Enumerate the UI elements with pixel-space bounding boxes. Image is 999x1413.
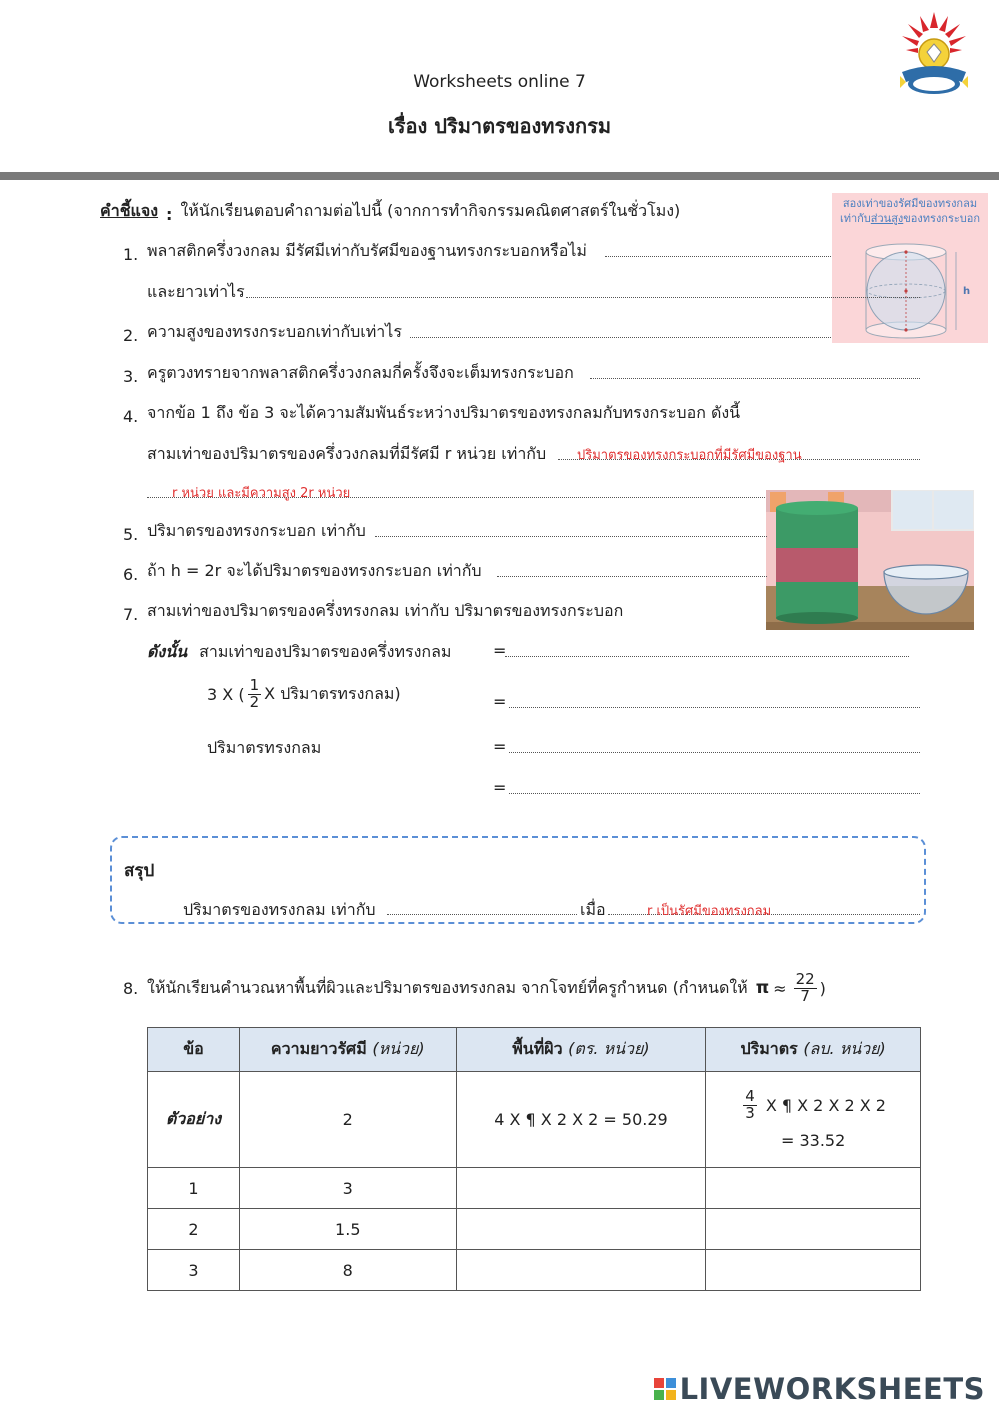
cylinder-and-bowl-photo [766, 490, 974, 630]
q5-answer-line[interactable] [375, 536, 767, 537]
row-1-no: 1 [148, 1168, 240, 1209]
q6-answer-line[interactable] [497, 576, 767, 577]
derivation-row2-prefix: 3 X ( [207, 684, 245, 704]
pi-numerator: 22 [795, 970, 815, 988]
summary-answer-line[interactable] [387, 914, 577, 915]
header-volume: ปริมาตร (ลบ. หน่วย) [706, 1028, 921, 1072]
equals-sign-3: = [493, 737, 507, 756]
q5-number: 5. [123, 525, 139, 544]
q2-number: 2. [123, 326, 139, 345]
row-1-area-input[interactable] [456, 1168, 706, 1209]
question-4-relation [147, 442, 546, 467]
q1-answer-line[interactable] [605, 256, 831, 257]
worksheet-subtitle: Worksheets online 7 [413, 72, 586, 92]
liveworksheets-logo[interactable] [654, 1372, 985, 1406]
row-3-radius: 8 [239, 1250, 456, 1291]
row-2-no: 2 [148, 1209, 240, 1250]
q3-number: 3. [123, 367, 139, 386]
example-volume-expr: X ¶ X 2 X 2 X 2 [765, 1095, 886, 1115]
q2-text: ความสูงของทรงกระบอกเท่ากับเท่าไร [147, 322, 402, 341]
row-2-area-input[interactable] [456, 1209, 706, 1250]
table-row [148, 1209, 921, 1250]
q4-answer-part2: r หน่วย และมีความสูง 2r หน่วย [172, 486, 351, 501]
q8-close: ) [819, 978, 826, 998]
sphere-calculation-table [147, 1027, 921, 1291]
header-surface-area: พื้นที่ผิว (ตร. หน่วย) [456, 1028, 706, 1072]
equals-sign-4: = [493, 778, 507, 797]
derivation-answer-line-4[interactable] [509, 793, 920, 794]
derivation-row1-text: สามเท่าของปริมาตรของครึ่งทรงกลม [199, 642, 452, 661]
summary-text: ปริมาตรของทรงกลม เท่ากับ [183, 900, 376, 919]
row-3-area-input[interactable] [456, 1250, 706, 1291]
question-1 [123, 239, 587, 264]
pi-denominator: 7 [800, 986, 810, 1005]
q8-text: ให้นักเรียนคำนวณหาพื้นที่ผิวและปริมาตรของทรงกลม จากโจทย์ที่ครูกำหนด (กำหนดให้ [147, 977, 748, 997]
figure-caption-post: ของทรงกระบอก [903, 211, 981, 225]
sphere-in-cylinder-figure [832, 193, 988, 343]
equals-sign-2: = [493, 692, 507, 711]
table-header-row [148, 1028, 921, 1072]
liveworksheets-icon [654, 1378, 676, 1400]
q1-length-answer-line[interactable] [246, 297, 920, 298]
pi-fraction [794, 972, 817, 1005]
liveworksheets-wordmark: LIVEWORKSHEETS [679, 1372, 985, 1406]
derivation-row-1 [147, 640, 451, 665]
example-area: 4 X ¶ X 2 X 2 = 50.29 [456, 1072, 706, 1168]
equals-sign-1: = [493, 641, 507, 660]
q1-text: พลาสติกครึ่งวงกลม มีรัศมีเท่ากับรัศมีของฐานทรงกระบอกหรือไม่ [147, 241, 587, 260]
table-row [148, 1250, 921, 1291]
q7-number: 7. [123, 605, 139, 624]
q7-text: สามเท่าของปริมาตรของครึ่งทรงกลม เท่ากับ ปริมาตรของทรงกระบอก [147, 601, 624, 620]
instructions [100, 199, 680, 224]
q8-number: 8. [123, 978, 139, 998]
therefore-label: ดังนั้น [147, 642, 188, 661]
q4-text: จากข้อ 1 ถึง ข้อ 3 จะได้ความสัมพันธ์ระหว่างปริมาตรของทรงกลมกับทรงกระบอก ดังนี้ [147, 403, 741, 422]
question-4 [123, 401, 740, 426]
four-thirds-fraction: $\frac{4}{3}$ [745, 1086, 755, 1122]
figure-caption-underline: ส่วนสูง [870, 211, 904, 225]
instructions-label: คำชี้แจง [100, 201, 159, 220]
pi-symbol: π [755, 978, 770, 999]
question-5 [123, 519, 366, 544]
derivation-row2-suffix: X ปริมาตรทรงกลม) [264, 683, 401, 703]
q6-text: ถ้า h = 2r จะได้ปริมาตรของทรงกระบอก เท่ากับ [147, 561, 482, 580]
example-volume [706, 1072, 921, 1168]
summary-when: เมื่อ [580, 900, 606, 919]
q2-answer-line[interactable] [410, 337, 831, 338]
q3-answer-line[interactable] [590, 378, 920, 379]
derivation-row-2 [207, 678, 401, 711]
row-2-radius: 1.5 [239, 1209, 456, 1250]
approx-symbol: ≈ [773, 978, 787, 998]
row-1-radius: 3 [239, 1168, 456, 1209]
derivation-answer-line-2[interactable] [509, 707, 920, 708]
header-radius: ความยาวรัศมี (หน่วย) [239, 1028, 456, 1072]
question-2 [123, 320, 402, 345]
q1-text2: และยาวเท่าไร [147, 282, 245, 301]
worksheet-title: เรื่อง ปริมาตรของทรงกรม [387, 114, 612, 138]
row-1-volume-input[interactable] [706, 1168, 921, 1209]
figure-h-label: h [963, 286, 971, 297]
table-row [148, 1168, 921, 1209]
table-row-example [148, 1072, 921, 1168]
example-volume-result: = 33.52 [780, 1131, 846, 1151]
summary-answer: r เป็นรัศมีของทรงกลม [647, 904, 772, 919]
question-6 [123, 559, 482, 584]
instructions-text: ให้นักเรียนตอบคำถามต่อไปนี้ (จากการทำกิจกรรมคณิตศาสตร์ในชั่วโมง) [180, 201, 681, 220]
figure-caption-line1: สองเท่าของรัศมีของทรงกลม [842, 197, 978, 210]
fraction-numerator: 1 [249, 676, 260, 694]
instructions-colon: : [166, 205, 173, 224]
derivation-row3-text: ปริมาตรทรงกลม [207, 738, 322, 757]
q6-number: 6. [123, 565, 139, 584]
summary-title: สรุป [124, 861, 155, 881]
derivation-row-3 [207, 736, 321, 761]
q5-text: ปริมาตรของทรงกระบอก เท่ากับ [147, 521, 366, 540]
q4-answer-part1: ปริมาตรของทรงกระบอกที่มีรัศมีของฐาน [577, 448, 802, 463]
row-3-volume-input[interactable] [706, 1250, 921, 1291]
row-2-volume-input[interactable] [706, 1209, 921, 1250]
question-7 [123, 599, 623, 624]
figure-caption-pre: เท่ากับ [839, 211, 871, 225]
header-divider [0, 172, 999, 180]
question-3 [123, 361, 574, 386]
question-1-cont [147, 280, 245, 305]
header-no: ข้อ [148, 1028, 240, 1072]
example-label: ตัวอย่าง [148, 1072, 240, 1168]
derivation-answer-line-1[interactable] [505, 656, 909, 657]
row-3-no: 3 [148, 1250, 240, 1291]
one-half-fraction [248, 678, 262, 711]
q1-number: 1. [123, 245, 139, 264]
q4-number: 4. [123, 407, 139, 426]
fraction-denominator: 2 [249, 692, 260, 711]
q3-text: ครูตวงทรายจากพลาสติกครึ่งวงกลมกี่ครั้งจึงจะเต็มทรงกระบอก [147, 363, 574, 382]
q4-text2: สามเท่าของปริมาตรของครึ่งวงกลมที่มีรัศมี r หน่วย เท่ากับ [147, 444, 547, 463]
derivation-answer-line-3[interactable] [509, 752, 920, 753]
example-radius: 2 [239, 1072, 456, 1168]
question-8 [123, 972, 826, 1005]
